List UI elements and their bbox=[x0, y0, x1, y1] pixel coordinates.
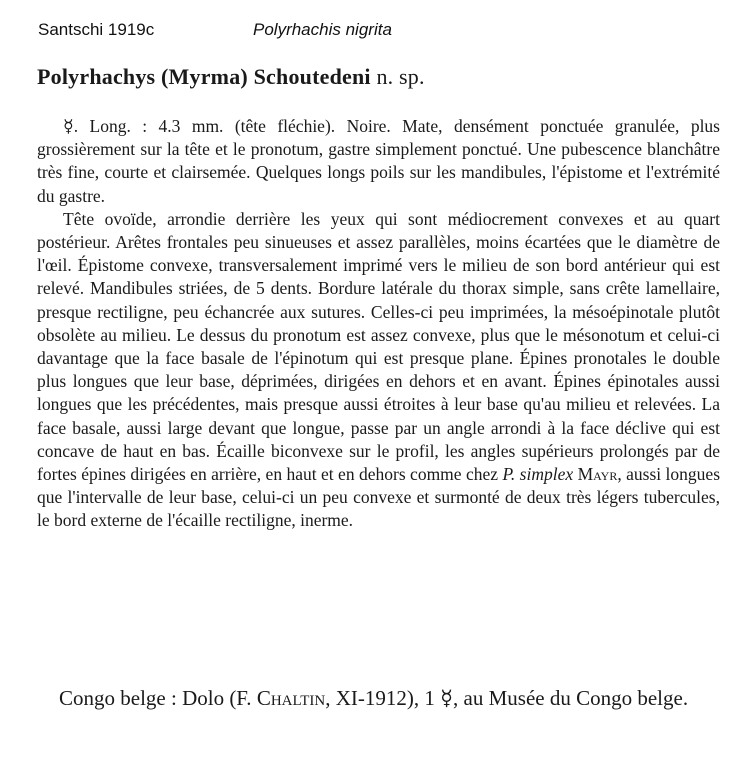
locality-text-end: , XI-1912), 1 ☿, au Musée du Congo belge. bbox=[325, 686, 689, 710]
description bbox=[37, 115, 720, 533]
description-paragraph-2 bbox=[37, 208, 720, 533]
description-text-end: , aussi longues que l'intervalle de leur base, celui-ci un peu convexe et surmonté de deux très légers tubercules, le bord externe de l'écaille rectiligne, inerme. bbox=[37, 464, 720, 531]
author-name: Mayr bbox=[577, 464, 618, 485]
description-paragraph-1: ☿. Long. : 4.3 mm. (tête fléchie). Noire. Mate, densément ponctuée granulée, plus grossièrement sur la tête et le pronotum, gastre simplement ponctué. Une pubescence blanchâtre très fine, courte et clairsemée. Quelques longs poils sur les mandibules, l'épistome et l'extrémité du gastre. bbox=[37, 116, 720, 206]
citation-label: Santschi 1919c bbox=[38, 20, 155, 39]
locality-record bbox=[37, 684, 720, 713]
species-label: Polyrhachis nigrita bbox=[253, 20, 392, 39]
collector-name: Chaltin bbox=[256, 686, 326, 710]
species-reference: P. simplex bbox=[502, 464, 574, 485]
species-title bbox=[37, 64, 425, 90]
description-text: Tête ovoïde, arrondie derrière les yeux qui sont médiocrement convexes et au quart postérieur. Arêtes frontales peu sinueuses et assez parallèles, moins écartées que le diamètre de l'œil. Épistome convexe, transversalement imprimé vers le milieu de son bord antérieur qui est relevé. Mandibules striées, de 5 dents. Bordure latérale du thorax simple, sans crête lamellaire, presque rectiligne, peu échancrée aux sutures. Celles-ci peu imprimées, la mésoépinotale plutôt obsolète au milieu. Le dessus du pronotum est assez convexe, plus que le mésonotum et celui-ci davantage que la face basale de l'épinotum qui est presque plane. Épines pronotales le double plus longues que leur base, déprimées, dirigées en dehors et en avant. Épines épinotales aussi longues que les précédentes, mais presque aussi étroites à leur base qu'au milieu et relevées. La face basale, aussi large devant que longue, passe par un angle arrondi à la face déclive qui est concave de haut en bas. Écaille biconvexe sur le profil, les angles supérieurs prolongés par de fortes épines dirigées en arrière, en haut et en dehors comme chez bbox=[37, 208, 720, 485]
locality-text: Congo belge : Dolo (F. bbox=[59, 686, 252, 710]
new-species-marker: n. sp. bbox=[376, 64, 425, 89]
species-name: Polyrhachys (Myrma) Schoutedeni bbox=[37, 64, 371, 89]
